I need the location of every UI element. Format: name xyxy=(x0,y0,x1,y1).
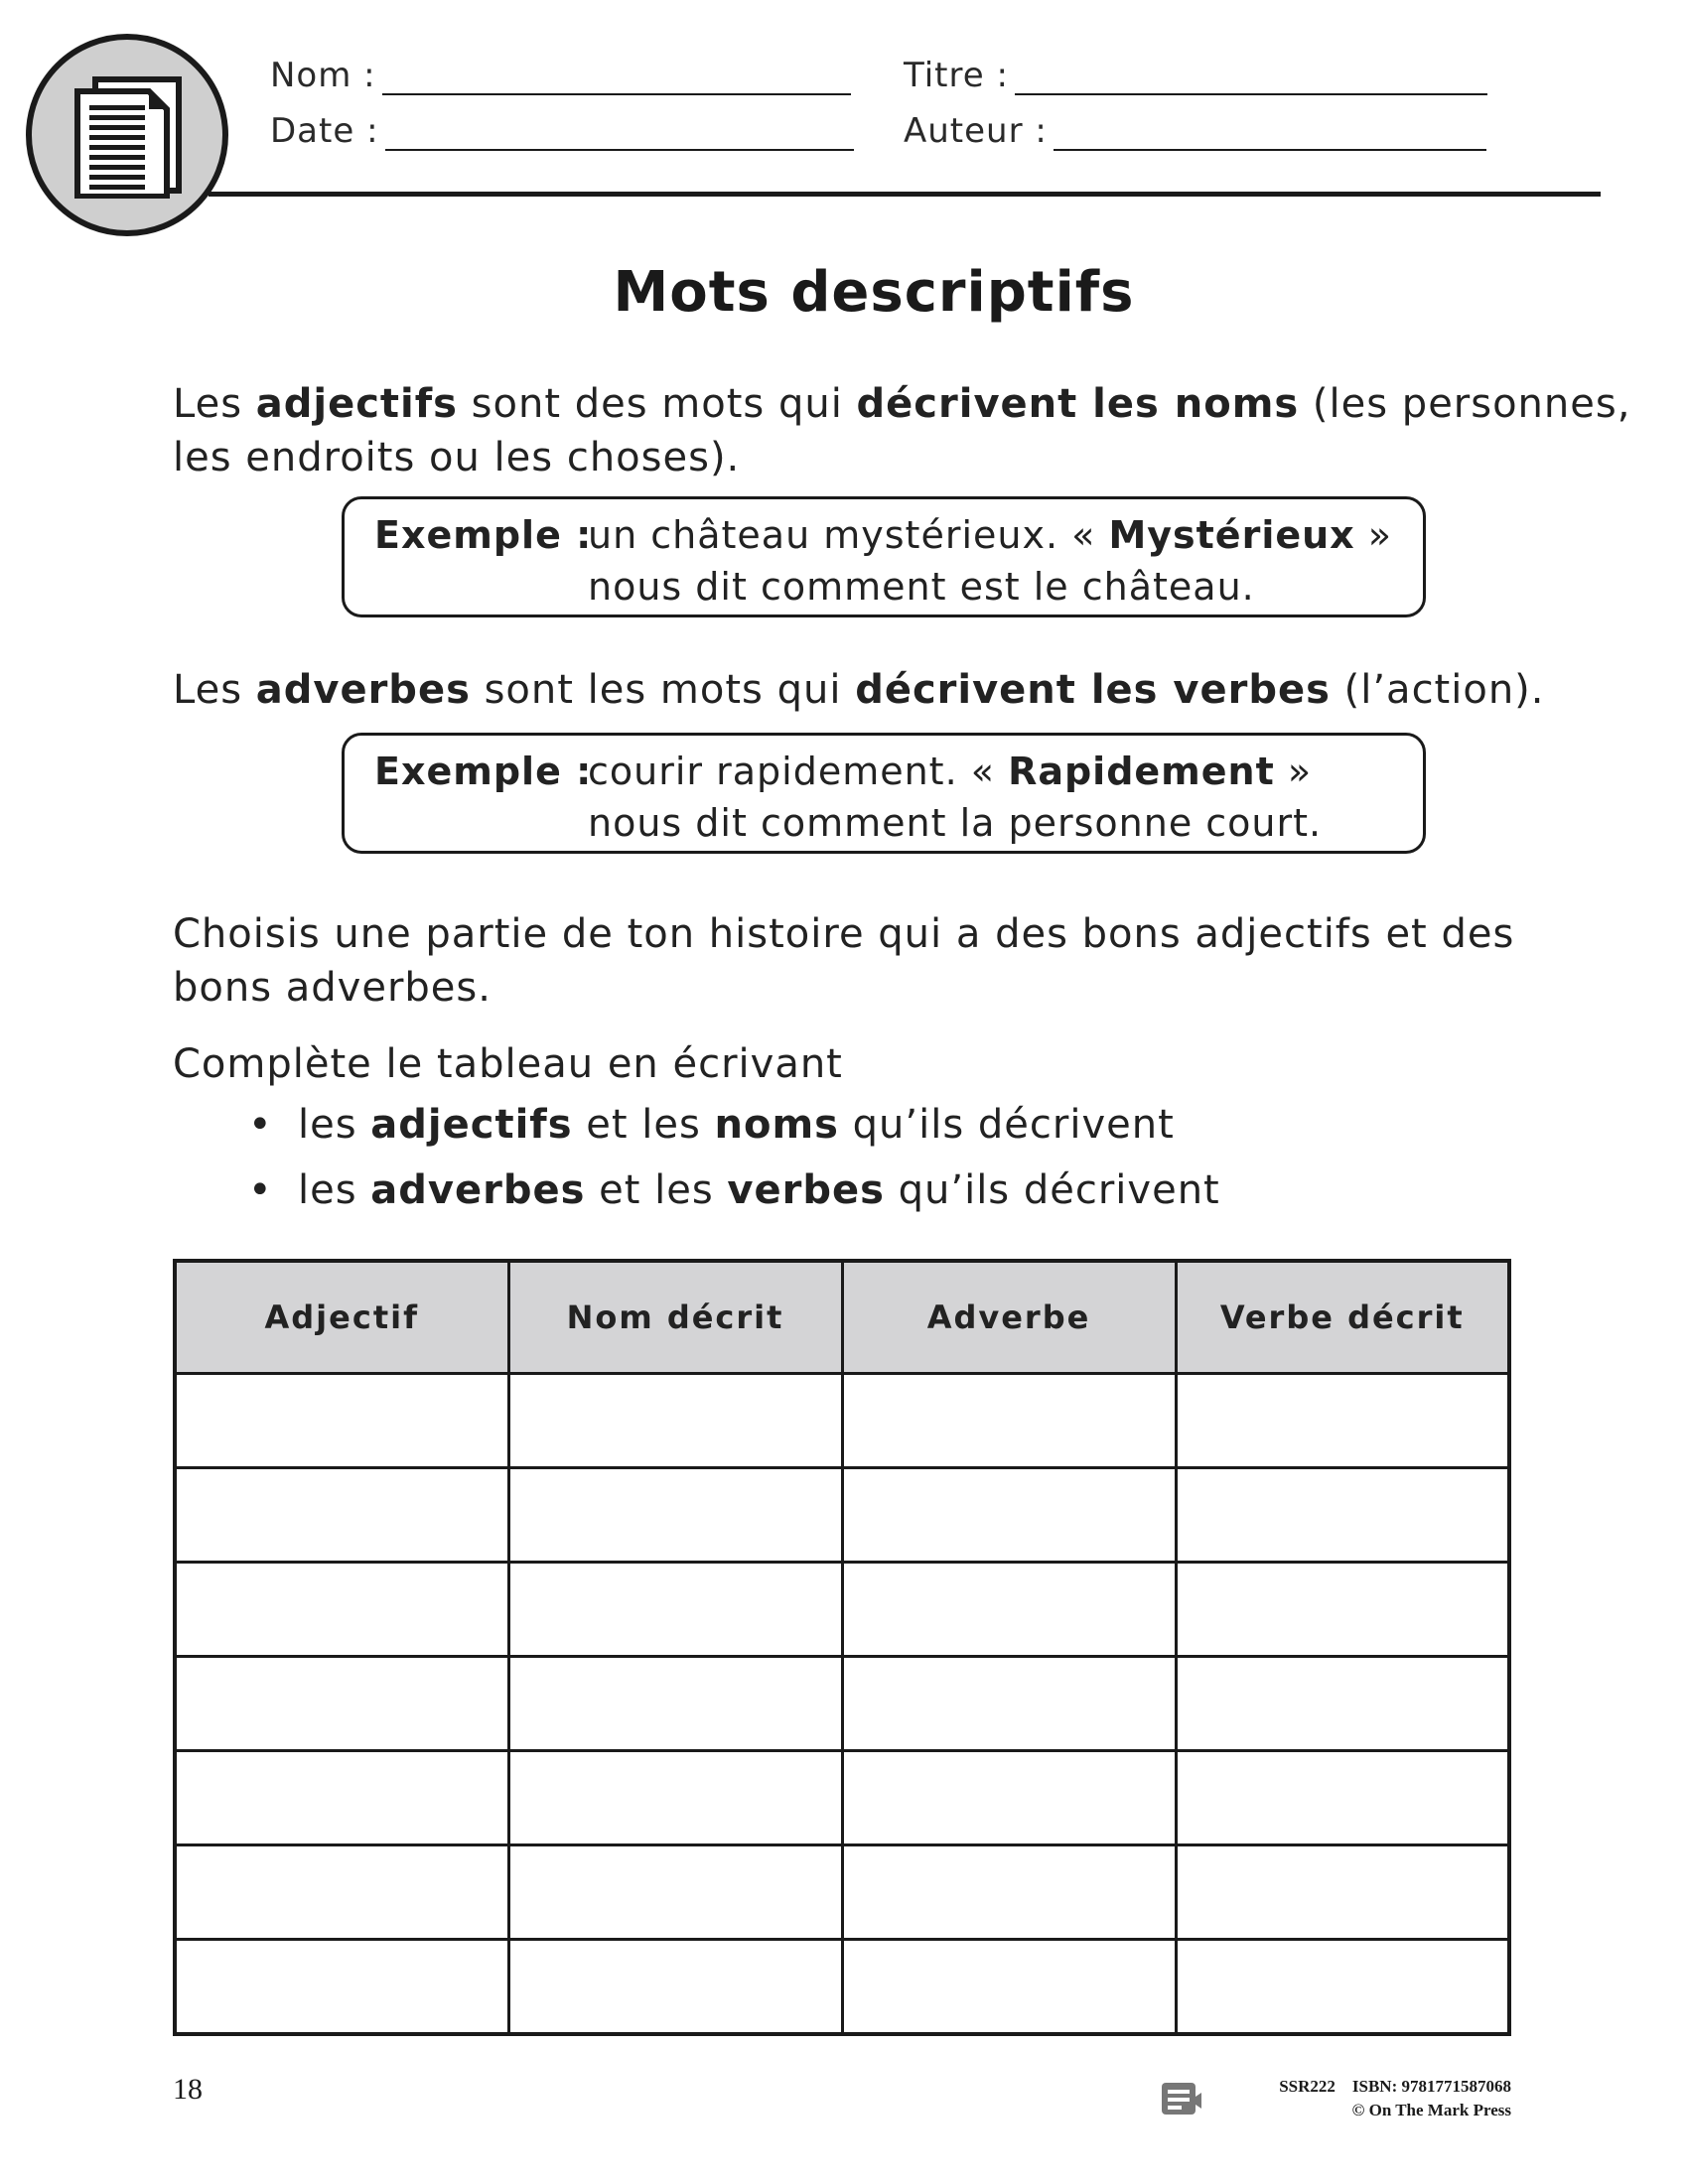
adj-text-1: Les xyxy=(173,381,256,427)
example-box-adverb xyxy=(342,733,1426,854)
answer-cell[interactable] xyxy=(508,1374,842,1468)
header-adjective: Adjectif xyxy=(175,1261,508,1374)
title-line[interactable] xyxy=(1015,60,1487,95)
answer-cell[interactable] xyxy=(508,1751,842,1845)
header-adverb: Adverbe xyxy=(842,1261,1176,1374)
date-label: Date : xyxy=(270,111,379,151)
header-verb-described: Verbe décrit xyxy=(1176,1261,1509,1374)
adv-text-2: sont les mots qui xyxy=(470,667,856,713)
name-line[interactable] xyxy=(382,60,851,95)
publisher-logo-icon xyxy=(1160,2079,1203,2118)
example-line-1: un château mystérieux. « Mystérieux » xyxy=(588,513,1393,557)
answer-cell[interactable] xyxy=(175,1563,508,1657)
answer-cell[interactable] xyxy=(1176,1657,1509,1751)
table-row xyxy=(175,1657,1509,1751)
table-row xyxy=(175,1468,1509,1563)
answer-cell[interactable] xyxy=(1176,1940,1509,2035)
table-body xyxy=(175,1374,1509,2035)
worksheet-logo xyxy=(26,34,228,236)
adv-text-3: (l’action). xyxy=(1330,667,1545,713)
instructions-complete: Complète le tableau en écrivant xyxy=(173,1041,843,1087)
answer-cell[interactable] xyxy=(175,1751,508,1845)
answer-cell[interactable] xyxy=(1176,1845,1509,1940)
table-row xyxy=(175,1374,1509,1468)
answer-cell[interactable] xyxy=(1176,1374,1509,1468)
choose-line-2: bons adverbes. xyxy=(173,965,492,1011)
answer-cell[interactable] xyxy=(842,1468,1176,1563)
answer-cell[interactable] xyxy=(842,1563,1176,1657)
answer-cell[interactable] xyxy=(1176,1751,1509,1845)
adjectives-paragraph xyxy=(173,377,1631,484)
title-field[interactable] xyxy=(904,56,1487,95)
date-field[interactable] xyxy=(270,111,854,151)
adv-bold-2: décrivent les verbes xyxy=(855,667,1331,713)
adverbs-paragraph xyxy=(173,663,1563,717)
example-line-2: nous dit comment la personne court. xyxy=(588,801,1323,845)
example-label: Exemple : xyxy=(374,513,593,557)
answer-cell[interactable] xyxy=(842,1751,1176,1845)
isbn: ISBN: 9781771587068 xyxy=(1351,2077,1511,2096)
answer-cell[interactable] xyxy=(842,1657,1176,1751)
adj-text-2: sont des mots qui xyxy=(457,381,857,427)
adv-bold-1: adverbes xyxy=(255,667,471,713)
descriptive-words-table xyxy=(173,1259,1511,2036)
title-label: Titre : xyxy=(904,56,1009,95)
bullet-icon: • xyxy=(248,1167,273,1213)
answer-cell[interactable] xyxy=(508,1845,842,1940)
table-row xyxy=(175,1563,1509,1657)
author-line[interactable] xyxy=(1054,115,1486,151)
date-line[interactable] xyxy=(385,115,854,151)
adj-bold-1: adjectifs xyxy=(255,381,458,427)
bullet-adjectives: • les adjectifs et les noms qu’ils décrivent xyxy=(248,1102,1175,1148)
bullet-icon: • xyxy=(248,1102,273,1148)
answer-cell[interactable] xyxy=(508,1940,842,2035)
page-title: Mots descriptifs xyxy=(613,260,1135,325)
answer-cell[interactable] xyxy=(175,1657,508,1751)
answer-cell[interactable] xyxy=(1176,1563,1509,1657)
answer-cell[interactable] xyxy=(842,1374,1176,1468)
author-field[interactable] xyxy=(904,111,1486,151)
bullet-adverbs: • les adverbes et les verbes qu’ils décrivent xyxy=(248,1167,1220,1213)
page-number: 18 xyxy=(173,2073,203,2106)
header-noun-described: Nom décrit xyxy=(508,1261,842,1374)
answer-cell[interactable] xyxy=(1176,1468,1509,1563)
copyright: © On The Mark Press xyxy=(1351,2101,1511,2119)
answer-cell[interactable] xyxy=(175,1845,508,1940)
name-field[interactable] xyxy=(270,56,851,95)
table-row xyxy=(175,1751,1509,1845)
adj-bold-2: décrivent les noms xyxy=(856,381,1300,427)
choose-line-1: Choisis une partie de ton histoire qui a des bons adjectifs et des xyxy=(173,911,1515,957)
instructions-choose xyxy=(173,907,1563,1015)
answer-cell[interactable] xyxy=(842,1845,1176,1940)
answer-cell[interactable] xyxy=(508,1468,842,1563)
example-label: Exemple : xyxy=(374,750,593,793)
header-rule xyxy=(209,192,1601,197)
table-header-row xyxy=(175,1261,1509,1374)
table-row xyxy=(175,1940,1509,2035)
answer-cell[interactable] xyxy=(175,1374,508,1468)
table-row xyxy=(175,1845,1509,1940)
answer-cell[interactable] xyxy=(175,1468,508,1563)
example-box-adjective xyxy=(342,496,1426,617)
adv-text-1: Les xyxy=(173,667,256,713)
answer-cell[interactable] xyxy=(842,1940,1176,2035)
answer-cell[interactable] xyxy=(175,1940,508,2035)
product-code: SSR222 xyxy=(1279,2077,1336,2096)
answer-cell[interactable] xyxy=(508,1563,842,1657)
example-line-2: nous dit comment est le château. xyxy=(588,565,1255,609)
answer-cell[interactable] xyxy=(508,1657,842,1751)
author-label: Auteur : xyxy=(904,111,1048,151)
footer-info xyxy=(1251,2075,1511,2122)
adj-text-3: (les personnes, xyxy=(1299,381,1631,427)
name-label: Nom : xyxy=(270,56,376,95)
document-icon xyxy=(71,75,191,199)
adj-line-2: les endroits ou les choses). xyxy=(173,435,741,480)
example-line-1: courir rapidement. « Rapidement » xyxy=(588,750,1313,793)
